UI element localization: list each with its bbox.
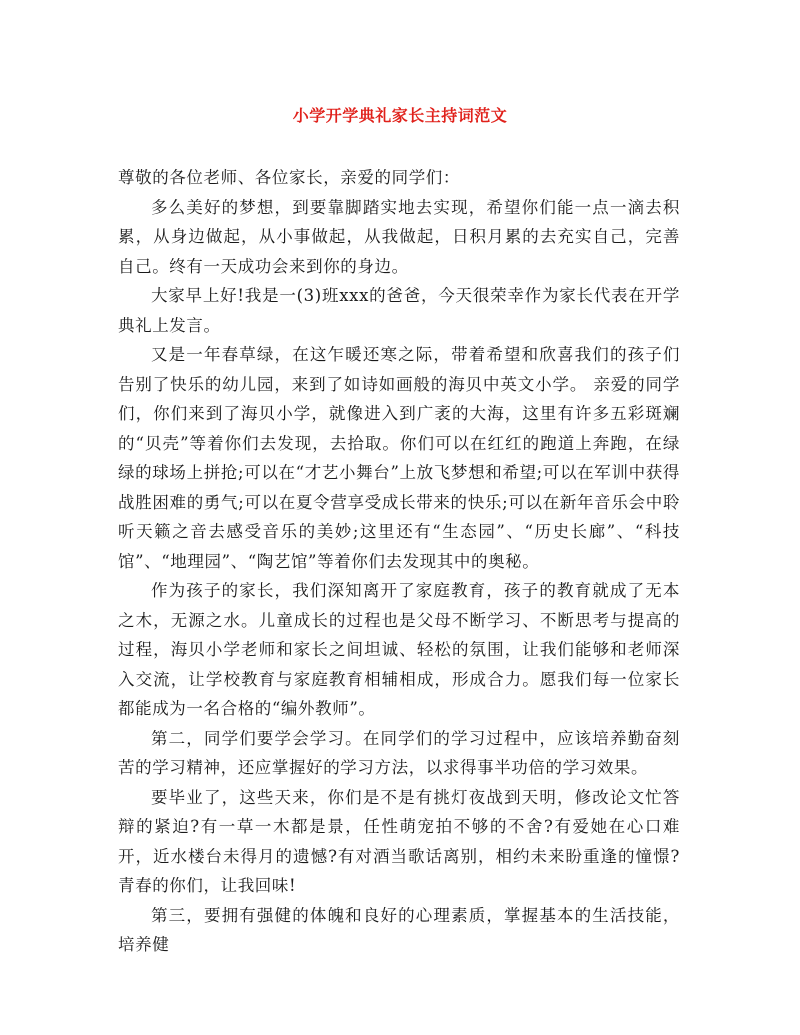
- salutation-paragraph: 尊敬的各位老师、各位家长，亲爱的同学们：: [118, 168, 460, 187]
- body-paragraph: 要毕业了，这些天来，你们是不是有挑灯夜战到天明，修改论文忙答辩的紧迫?有一草一木都是景，任性萌宠拍不够的不舍?有爱她在心口难开，近水楼台未得月的遗憾?有对酒当歌话离别，相约未来盼重逢的憧憬?青春的你们，让我回味!: [118, 787, 680, 895]
- body-paragraph: 作为孩子的家长，我们深知离开了家庭教育，孩子的教育就成了无本之木，无源之水。儿童成长的过程也是父母不断学习、不断思考与提高的过程，海贝小学老师和家长之间坦诚、轻松的氛围，让我们能够和老师深入交流，让学校教育与家庭教育相辅相成，形成合力。愿我们每一位家长都能成为一名合格的“编外教师”。: [118, 581, 680, 718]
- document-title: 小学开学典礼家长主持词范文: [292, 106, 508, 125]
- body-paragraph: 多么美好的梦想，到要靠脚踏实地去实现，希望你们能一点一滴去积累，从身边做起，从小事做起，从我做起，日积月累的去充实自己，完善自己。终有一天成功会来到你的身边。: [118, 197, 680, 276]
- body-paragraph: 又是一年春草绿，在这乍暖还寒之际，带着希望和欣喜我们的孩子们告别了快乐的幼儿园，来到了如诗如画般的海贝中英文小学。 亲爱的同学们，你们来到了海贝小学，就像进入到广袤的大海，这里有许多五彩斑斓的“贝壳”等着你们去发现，去拾取。你们可以在红红的跑道上奔跑，在绿绿的球场上拼抢;可以在“才艺小舞台”上放飞梦想和希望;可以在军训中获得战胜困难的勇气;可以在夏令营享受成长带来的快乐;可以在新年音乐会中聆听天籁之音去感受音乐的美妙;这里还有“生态园”、“历史长廊”、“科技馆”、“地理园”、“陶艺馆”等着你们去发现其中的奥秘。: [118, 345, 680, 571]
- document-body: [118, 163, 680, 960]
- body-paragraph: 第二，同学们要学会学习。在同学们的学习过程中，应该培养勤奋刻苦的学习精神，还应掌握好的学习方法，以求得事半功倍的学习效果。: [118, 728, 680, 777]
- body-paragraph: 大家早上好!我是一(3)班xxx的爸爸，今天很荣幸作为家长代表在开学典礼上发言。: [118, 286, 680, 335]
- body-paragraph: 第三，要拥有强健的体魄和良好的心理素质，掌握基本的生活技能，培养健: [118, 905, 680, 954]
